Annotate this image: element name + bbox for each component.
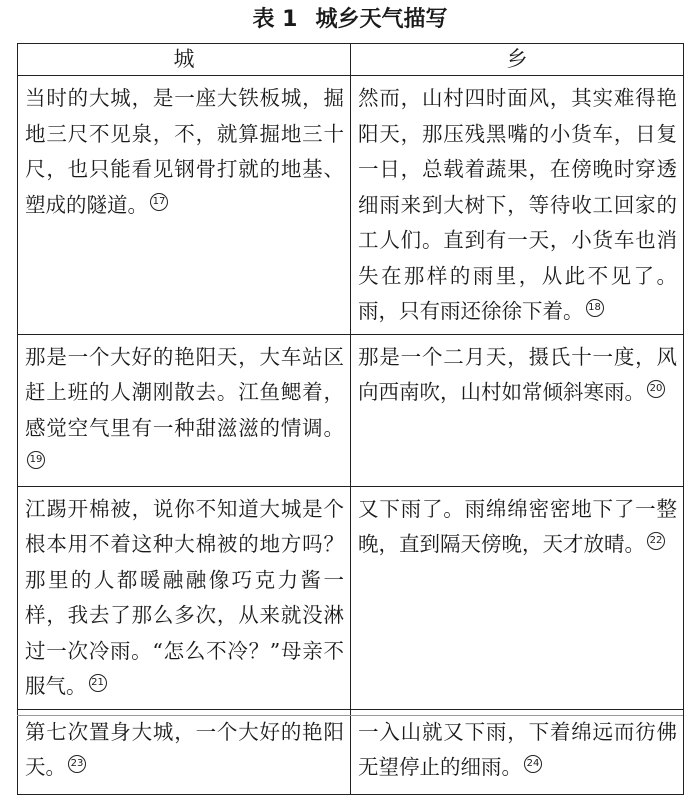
header-city: 城	[18, 44, 351, 76]
weather-comparison-table	[17, 43, 684, 795]
village-cell	[351, 334, 684, 486]
table-row	[18, 76, 684, 335]
cell-text: 一入山就又下雨，下着绵远而彷佛无望停止的细雨。	[358, 719, 677, 779]
cell-text: 当时的大城，是一座大铁板城，掘地三尺不见泉，不，就算掘地三十尺，也只能看见钢骨打就的地基、塑成的隧道。	[25, 86, 344, 217]
cell-text: 江踢开棉被，说你不知道大城是个根本用不着这种大棉被的地方吗？那里的人都暖融融像巧克力酱一样，我去了那么多次，从来就没淋过一次冷雨。“怎么不冷？”母亲不服气。	[25, 496, 344, 698]
village-cell	[351, 76, 684, 335]
footnote-marker: 24	[524, 755, 542, 773]
footnote-marker: 19	[27, 451, 45, 469]
cell-text: 第七次置身大城，一个大好的艳阳天。	[25, 719, 344, 779]
footnote-marker: 23	[68, 755, 86, 773]
table-title-text: 城乡天气描写	[315, 7, 448, 32]
header-village: 乡	[351, 44, 684, 76]
cell-text: 那是一个大好的艳阳天，大车站区赶上班的人潮刚散去。江鱼鳃着，感觉空气里有一种甜滋滋的情调。	[25, 344, 344, 440]
footnote-marker: 21	[89, 674, 107, 692]
footnote-marker: 18	[586, 299, 604, 317]
footnote-marker: 20	[647, 380, 665, 398]
table-title	[0, 4, 700, 36]
city-cell	[18, 334, 351, 486]
table-number: 表 1	[252, 7, 298, 32]
cell-text: 然而，山村四时面风，其实难得艳阳天，那压残黑嘴的小货车，日复一日，总载着蔬果，在傍晚时穿透细雨来到大树下，等待收工回家的工人们。直到有一天，小货车也消失在那样的雨里，从此不见了。雨，只有雨还徐徐下着。	[358, 86, 677, 323]
footnote-marker: 22	[647, 532, 665, 550]
city-cell	[18, 486, 351, 709]
header-row	[18, 44, 684, 76]
village-cell	[351, 486, 684, 709]
city-cell	[18, 76, 351, 335]
table-row	[18, 486, 684, 709]
table-row	[18, 334, 684, 486]
footnote-marker: 17	[150, 193, 168, 211]
bottom-rule	[17, 715, 683, 716]
cell-text: 又下雨了。雨绵绵密密地下了一整晚，直到隔天傍晚，天才放晴。	[358, 496, 677, 556]
cell-text: 那是一个二月天，摄氏十一度，风向西南吹，山村如常倾斜寒雨。	[358, 344, 677, 404]
